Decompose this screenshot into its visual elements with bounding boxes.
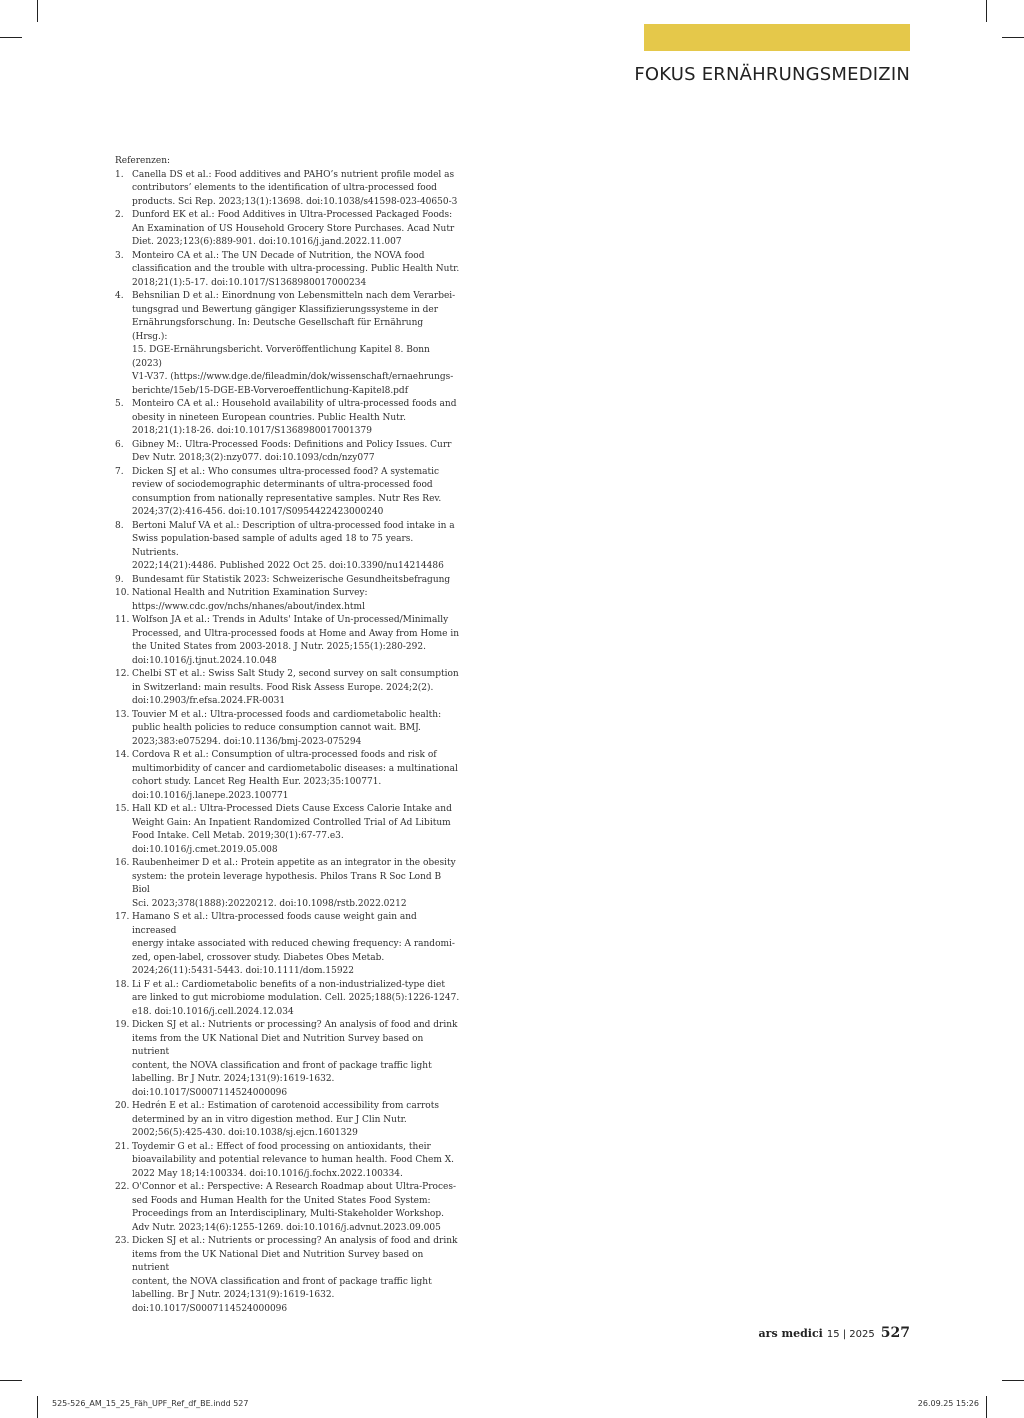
reference-item [115,587,460,614]
reference-text: Hamano S et al.: Ultra-processed foods cause weight gain and increased energy intake associated with reduced chewing frequency: A randomi- zed, open-label, crossover study. Diabetes Obes Metab. 2024;26(11):5431-5443. doi:10.1111/dom.15922 [132,912,455,976]
reference-number: 6. [115,439,124,450]
reference-number: 14. [115,750,130,760]
reference-number: 11. [115,615,130,625]
reference-number: 9. [115,574,124,585]
reference-item [115,749,460,803]
reference-text: Dicken SJ et al.: Who consumes ultra-processed food? A systematic review of sociodemographic determinants of ultra-processed food consumption from nationally representative samples. Nutr Res Rev. 2024;37(2):416-456. doi:10.1017/S0954422423000240 [132,466,442,517]
reference-number: 16. [115,858,130,868]
reference-number: 5. [115,399,124,409]
page-footer [759,1322,910,1341]
reference-item [115,1100,460,1141]
reference-text: Behsnilian D et al.: Einordnung von Lebensmitteln nach dem Verarbei- tungsgrad und Bewertung gängiger Klassifizierungssysteme in der Ernährungsforschung. In: Deutsche Gesellschaft für Ernährung (Hrsg.): 15. DGE-Ernährungsbericht. Vorveröffentlichung Kapitel 8. Bonn (2023) V1-V37. (https://www.dge.de/fileadmin/dok/wissenschaft/ernaehrungs- berichte/15eb/15-DGE-EB-Vorveroeffentlichung-Kapitel8.pdf [132,291,456,396]
reference-number: 22. [115,1182,130,1192]
reference-number: 21. [115,1141,130,1152]
issue-label: 15 | 2025 [826,1329,875,1340]
reference-number: 3. [115,250,124,261]
reference-item [115,520,460,574]
reference-text: Chelbi ST et al.: Swiss Salt Study 2, second survey on salt consumption in Switzerland: main results. Food Risk Assess Europe. 2024;2(2). doi:10.2903/fr.efsa.2024.FR-0031 [132,669,459,706]
reference-item [115,209,460,250]
reference-item [115,1141,460,1182]
crop-mark [1002,37,1024,38]
reference-text: Dunford EK et al.: Food Additives in Ultra-Processed Packaged Foods: An Examination of US Household Grocery Store Purchases. Acad Nutr Diet. 2023;123(6):889-901. doi:10.1016/j.jand.2022.11.007 [132,210,455,247]
reference-text: Toydemir G et al.: Effect of food processing on antioxidants, their bioavailability and potential relevance to human health. Food Chem X. 2022 May 18;14:100334. doi:10.1016/j.fochx.2022.100334. [132,1141,454,1179]
reference-text: Li F et al.: Cardiometabolic benefits of a non-industrialized-type diet are linked to gut microbiome modulation. Cell. 2025;188(5):1226-1247. e18. doi:10.1016/j.cell.2024.12.034 [132,979,460,1017]
reference-text: Monteiro CA et al.: Household availability of ultra-processed foods and obesity in nineteen European countries. Public Health Nutr. 2018;21(1):18-26. doi:10.1017/S1368980017001379 [132,399,457,436]
reference-item [115,169,460,210]
reference-number: 20. [115,1101,130,1111]
reference-item [115,1019,460,1100]
reference-number: 2. [115,210,124,220]
reference-number: 23. [115,1236,130,1246]
reference-text: National Health and Nutrition Examination Survey: https://www.cdc.gov/nchs/nhanes/about/index.html [132,588,368,612]
reference-number: 8. [115,520,124,531]
reference-number: 13. [115,709,130,720]
section-accent-bar [644,24,910,51]
reference-text: Hedrén E et al.: Estimation of carotenoid accessibility from carrots determined by an in vitro digestion method. Eur J Clin Nutr. 2002;56(5):425-430. doi:10.1038/sj.ejcn.1601329 [132,1101,439,1138]
reference-item [115,574,460,588]
reference-number: 1. [115,169,124,180]
crop-mark [1002,1380,1024,1381]
reference-text: Monteiro CA et al.: The UN Decade of Nutrition, the NOVA food classification and the trouble with ultra-processing. Public Health Nutr. 2018;21(1):5-17. doi:10.1017/S1368980017000234 [132,250,460,288]
reference-item [115,668,460,709]
reference-text: Gibney M:. Ultra-Processed Foods: Definitions and Policy Issues. Curr Dev Nutr. 2018;3(2):nzy077. doi:10.1093/cdn/nzy077 [132,439,452,463]
reference-text: Wolfson JA et al.: Trends in Adults' Intake of Un-processed/Minimally Processed, and Ultra-processed foods at Home and Away from Home in the United States from 2003-2018. J Nutr. 2025;155(1):280-292. doi:10.1016/j.tjnut.2024.10.048 [132,615,460,666]
reference-item [115,466,460,520]
reference-text: Bundesamt für Statistik 2023: Schweizerische Gesundheitsbefragung [132,574,451,585]
reference-item [115,911,460,979]
reference-list [115,169,460,1317]
reference-item [115,398,460,439]
reference-text: Hall KD et al.: Ultra-Processed Diets Cause Excess Calorie Intake and Weight Gain: An Inpatient Randomized Controlled Trial of Ad Libitum Food Intake. Cell Metab. 2019;30(1):67-77.e3. doi:10.1016/j.cmet.2019.05.008 [132,804,452,855]
crop-mark [986,0,987,22]
reference-text: Bertoni Maluf VA et al.: Description of ultra-processed food intake in a Swiss population-based sample of adults aged 18 to 75 years. Nutrients. 2022;14(21):4486. Published 2022 Oct 25. doi:10.3390/nu14214486 [132,520,455,571]
reference-number: 7. [115,466,124,477]
reference-item [115,290,460,398]
reference-number: 18. [115,979,130,990]
reference-text: Canella DS et al.: Food additives and PAHO’s nutrient profile model as contributors’ elements to the identification of ultra-processed food products. Sci Rep. 2023;13(1):13698. doi:10.1038/s41598-023-40650-3 [132,169,458,207]
reference-item [115,439,460,466]
slug-filename: 525-526_AM_15_25_Fäh_UPF_Ref_df_BE.indd 527 [52,1399,249,1408]
reference-item [115,857,460,911]
reference-item [115,803,460,857]
reference-text: Touvier M et al.: Ultra-processed foods and cardiometabolic health: public health policies to reduce consumption cannot wait. BMJ. 2023;383:e075294. doi:10.1136/bmj-2023-075294 [132,709,442,747]
reference-text: Raubenheimer D et al.: Protein appetite as an integrator in the obesity system: the protein leverage hypothesis. Philos Trans R Soc Lond B Biol Sci. 2023;378(1888):20220212. doi:10.1098/rstb.2022.0212 [132,858,456,909]
reference-item [115,709,460,750]
reference-text: Dicken SJ et al.: Nutrients or processing? An analysis of food and drink items from the UK National Diet and Nutrition Survey based on nutrient content, the NOVA classification and front of package traffic light labelling. Br J Nutr. 2024;131(9):1619-1632. doi:10.1017/S0007114524000096 [132,1236,458,1314]
reference-number: 15. [115,804,130,814]
references-section [115,155,460,1316]
reference-text: Dicken SJ et al.: Nutrients or processing? An analysis of food and drink items from the UK National Diet and Nutrition Survey based on nutrient content, the NOVA classification and front of package traffic light labelling. Br J Nutr. 2024;131(9):1619-1632. doi:10.1017/S0007114524000096 [132,1020,458,1098]
journal-name: ars medici [758,1327,823,1340]
references-heading: Referenzen: [115,156,171,166]
reference-number: 17. [115,912,130,922]
reference-item [115,250,460,291]
reference-number: 12. [115,669,130,679]
crop-mark [37,0,38,22]
reference-item [115,979,460,1020]
reference-item [115,1181,460,1235]
reference-number: 4. [115,291,124,301]
slug-datetime: 26.09.25 15:26 [917,1399,979,1408]
section-title: FOKUS ERNÄHRUNGSMEDIZIN [634,64,910,85]
reference-number: 19. [115,1020,130,1030]
crop-mark [0,1380,22,1381]
crop-mark [986,1396,987,1418]
reference-number: 10. [115,588,130,598]
reference-item [115,614,460,668]
crop-mark [37,1396,38,1418]
reference-text: O'Connor et al.: Perspective: A Research Roadmap about Ultra-Proces- sed Foods and Human Health for the United States Food System: Proceedings from an Interdisciplinary, Multi-Stakeholder Workshop. Adv Nutr. 2023;14(6):1255-1269. doi:10.1016/j.advnut.2023.09.005 [132,1182,456,1233]
page-number: 527 [880,1325,910,1341]
reference-item [115,1235,460,1316]
crop-mark [0,37,22,38]
reference-text: Cordova R et al.: Consumption of ultra-processed foods and risk of multimorbidity of cancer and cardiometabolic diseases: a multinational cohort study. Lancet Reg Health Eur. 2023;35:100771. doi:10.1016/j.lanepe.2023.100771 [132,750,458,801]
